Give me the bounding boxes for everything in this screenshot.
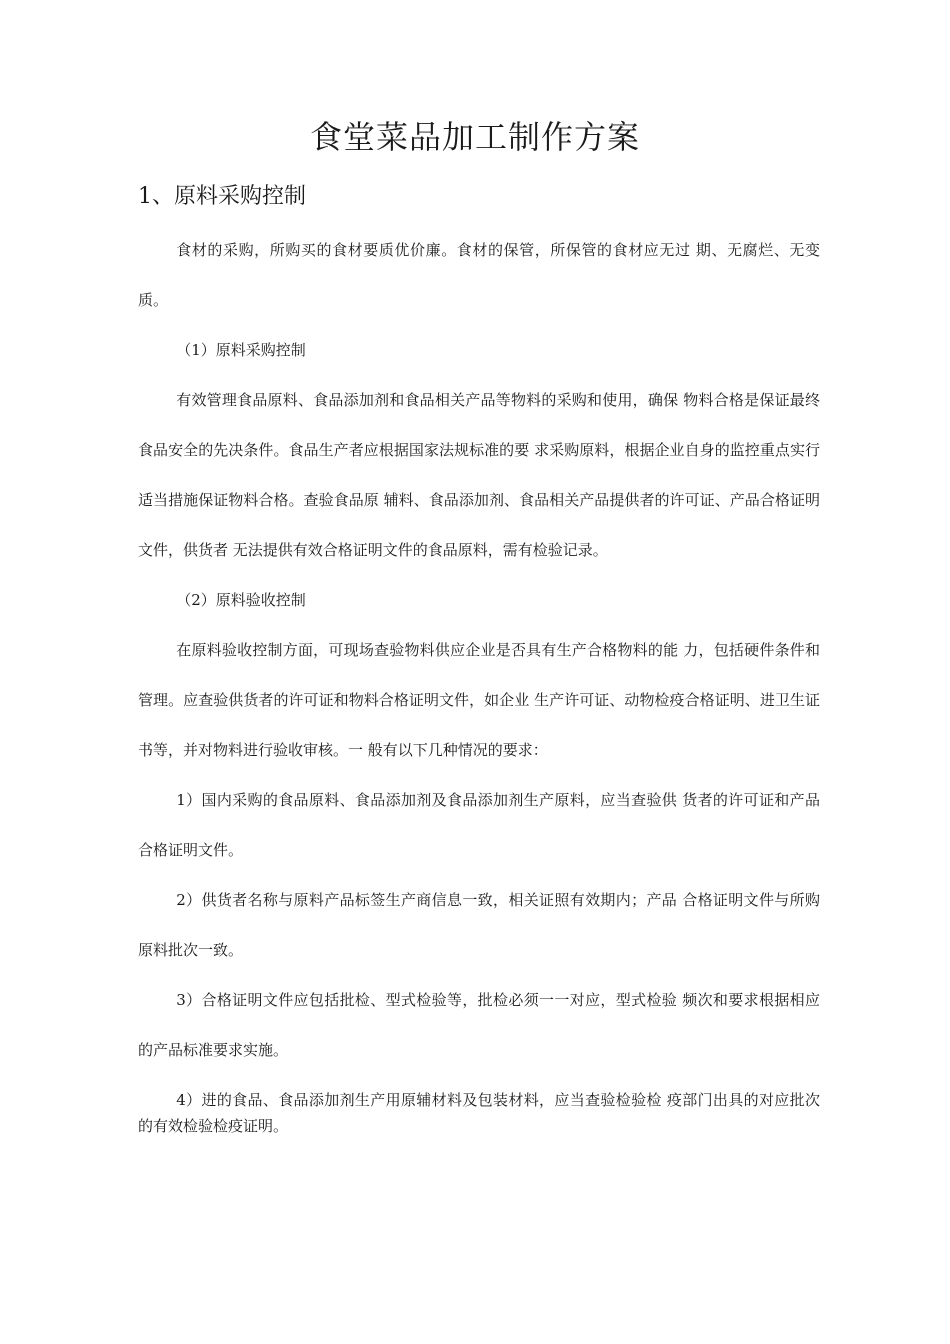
list-item-3: 3）合格证明文件应包括批检、型式检验等，批检必须一一对应，型式检验 频次和要求根据相应的产品标准要求实施。 <box>138 991 820 1059</box>
paragraph-acceptance-control: 在原料验收控制方面，可现场查验物料供应企业是否具有生产合格物料的能 力，包括硬件条件和管理。应查验供货者的许可证和物料合格证明文件，如企业 生产许可证、动物检疫合格证明、进卫生证书等，并对物料进行验收审核。一 般有以下几种情况的要求： <box>138 641 820 759</box>
paragraph-purchase-control: 有效管理食品原料、食品添加剂和食品相关产品等物料的采购和使用，确保 物料合格是保证最终食品安全的先决条件。食品生产者应根据国家法规标准的要 求采购原料，根据企业自身的监控重点实行适当措施保证物料合格。查验食品原 辅料、食品添加剂、食品相关产品提供者的许可证、产品合格证明文件，供货者 无法提供有效合格证明文件的食品原料，需有检验记录。 <box>138 391 820 559</box>
subheading-acceptance-control: （2）原料验收控制 <box>176 591 306 609</box>
list-item-4: 4）进的食品、食品添加剂生产用原辅材料及包装材料，应当查验检验检 疫部门出具的对应批次的有效检验检疫证明。 <box>138 1091 820 1135</box>
section-heading: 1、原料采购控制 <box>138 184 306 209</box>
subheading-purchase-control: （1）原料采购控制 <box>176 341 306 359</box>
list-item-1: 1）国内采购的食品原料、食品添加剂及食品添加剂生产原料，应当查验供 货者的许可证和产品合格证明文件。 <box>138 791 820 859</box>
list-item-2: 2）供货者名称与原料产品标签生产商信息一致，相关证照有效期内；产品 合格证明文件与所购原料批次一致。 <box>138 891 820 959</box>
document-body <box>138 225 820 1139</box>
document-title: 食堂菜品加工制作方案 <box>309 118 640 156</box>
paragraph-intro: 食材的采购，所购买的食材要质优价廉。食材的保管，所保管的食材应无过 期、无腐烂、无变质。 <box>138 241 820 309</box>
